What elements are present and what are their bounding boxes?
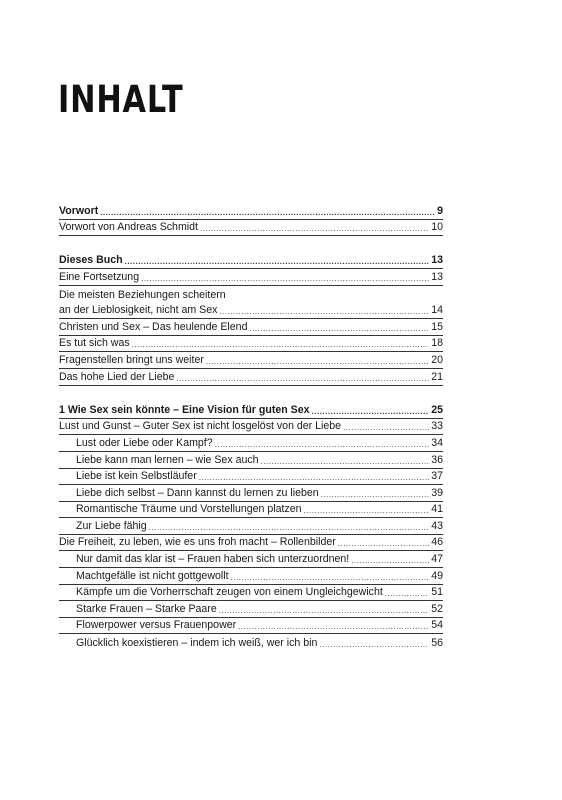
toc-entry-title: Lust oder Liebe oder Kampf? (76, 436, 213, 449)
toc-page-number: 39 (431, 486, 443, 499)
toc-page-number: 20 (431, 353, 443, 366)
toc-page-number: 15 (431, 320, 443, 333)
toc-entry[interactable] (59, 601, 443, 618)
toc-leader-dots (100, 208, 435, 218)
toc-leader-dots (249, 324, 429, 334)
toc-entry-title: Lust und Gunst – Guter Sex ist nicht losgelöst von der Liebe (59, 420, 342, 433)
toc-entry[interactable] (59, 269, 443, 286)
toc-leader-dots (141, 274, 429, 284)
toc-entry[interactable] (59, 336, 443, 353)
toc-entry[interactable] (59, 352, 443, 369)
toc-entry[interactable] (59, 303, 443, 320)
toc-entry-title: Liebe kann man lernen – wie Sex auch (76, 453, 259, 466)
toc-entry-title: Dieses Buch (59, 254, 123, 267)
toc-leader-dots (206, 357, 429, 367)
toc-leader-dots (385, 589, 429, 599)
toc-leader-dots (200, 224, 429, 234)
toc-entry-title: Es tut sich was (59, 337, 130, 350)
toc-entry-title: Christen und Sex – Das heulende Elend (59, 320, 248, 333)
toc-entry-title: Kämpfe um die Vorherrschaft zeugen von einem Ungleichgewicht (76, 586, 383, 599)
toc-entry-title: Flowerpower versus Frauenpower (76, 619, 237, 632)
toc-leader-dots (321, 490, 430, 500)
toc-entry[interactable] (59, 286, 443, 303)
toc-leader-dots (149, 523, 430, 533)
toc-page-number: 51 (431, 586, 443, 599)
toc-leader-dots (238, 622, 429, 632)
toc-entry-title: Vorwort (59, 204, 99, 217)
toc-page-number: 56 (431, 637, 443, 650)
toc-entry[interactable] (59, 518, 443, 535)
toc-leader-dots (343, 423, 429, 433)
toc-page-number: 34 (431, 436, 443, 449)
toc-leader-dots (125, 257, 430, 267)
toc-entry-title: Romantische Träume und Vorstellungen platzen (76, 503, 302, 516)
toc-entry[interactable] (59, 551, 443, 568)
toc-entry[interactable] (59, 469, 443, 486)
page-title: INHALT (58, 78, 184, 121)
toc-page-number: 46 (431, 536, 443, 549)
toc-entry-title: Starke Frauen – Starke Paare (76, 602, 217, 615)
toc-entry-title: Die meisten Beziehungen scheitern (59, 288, 226, 301)
toc-page-number: 54 (431, 619, 443, 632)
toc-leader-dots (312, 407, 430, 417)
toc-page-number: 21 (431, 370, 443, 383)
toc-leader-dots (319, 640, 429, 650)
toc-entry-title: Liebe ist kein Selbstläufer (76, 470, 197, 483)
toc-entry[interactable] (59, 485, 443, 502)
toc-entry[interactable] (59, 452, 443, 469)
toc-entry-title: Nur damit das klar ist – Frauen haben sich unterzuordnen! (76, 553, 350, 566)
toc-leader-dots (261, 457, 430, 467)
toc-entry[interactable] (59, 634, 443, 651)
toc-entry[interactable] (59, 319, 443, 336)
toc-page-number: 37 (431, 470, 443, 483)
toc-page-number: 47 (431, 553, 443, 566)
toc-entry-title: Fragenstellen bringt uns weiter (59, 353, 204, 366)
toc-page-number: 10 (431, 221, 443, 234)
toc-entry-title: Die Freiheit, zu leben, wie es uns froh macht – Rollenbilder (59, 536, 336, 549)
toc-leader-dots (338, 539, 429, 549)
toc-page-number: 36 (431, 453, 443, 466)
toc-page-number: 25 (431, 403, 443, 416)
toc-page-number: 49 (431, 569, 443, 582)
toc-entry-title: 1 Wie Sex sein könnte – Eine Vision für guten Sex (59, 403, 310, 416)
toc-entry-title: Vorwort von Andreas Schmidt (59, 221, 198, 234)
toc-leader-dots (132, 340, 430, 350)
toc-entry[interactable] (59, 535, 443, 552)
toc-entry[interactable] (59, 369, 443, 386)
toc-entry-title: Machtgefälle ist nicht gottgewollt (76, 569, 229, 582)
toc-page-number: 41 (431, 503, 443, 516)
toc-entry-title: Glücklich koexistieren – indem ich weiß, wer ich bin (76, 637, 318, 650)
toc-entry[interactable] (59, 203, 443, 220)
toc-entry[interactable] (59, 419, 443, 436)
toc-leader-dots (219, 606, 429, 616)
toc-page-number: 18 (431, 337, 443, 350)
toc-leader-dots (215, 440, 430, 450)
toc-leader-dots (231, 573, 430, 583)
toc-entry-title: Liebe dich selbst – Dann kannst du lernen zu lieben (76, 486, 319, 499)
toc-leader-dots (219, 307, 429, 317)
toc-entry[interactable] (59, 253, 443, 270)
toc-page-number: 14 (431, 304, 443, 317)
toc-leader-dots (199, 473, 429, 483)
toc-entry-title: Das hohe Lied der Liebe (59, 370, 175, 383)
toc-page-number: 43 (431, 519, 443, 532)
toc-entry-title: Eine Fortsetzung (59, 270, 140, 283)
toc-entry[interactable] (59, 435, 443, 452)
toc-leader-dots (351, 556, 429, 566)
toc-entry-title: Zur Liebe fähig (76, 519, 147, 532)
toc-page-number: 13 (431, 270, 443, 283)
toc-page-number: 33 (431, 420, 443, 433)
toc-page-number: 9 (437, 204, 443, 217)
toc-entry[interactable] (59, 220, 443, 237)
toc-entry[interactable] (59, 568, 443, 585)
toc-leader-dots (176, 374, 429, 384)
toc-entry[interactable] (59, 402, 443, 419)
toc-page-number: 13 (431, 254, 443, 267)
toc-entry[interactable] (59, 618, 443, 635)
section-spacer (59, 386, 443, 403)
section-spacer (59, 236, 443, 253)
table-of-contents (59, 203, 443, 651)
toc-page-number: 52 (431, 602, 443, 615)
toc-entry-title: an der Lieblosigkeit, nicht am Sex (59, 304, 218, 317)
toc-entry[interactable] (59, 502, 443, 519)
toc-leader-dots (304, 506, 430, 516)
toc-entry[interactable] (59, 585, 443, 602)
